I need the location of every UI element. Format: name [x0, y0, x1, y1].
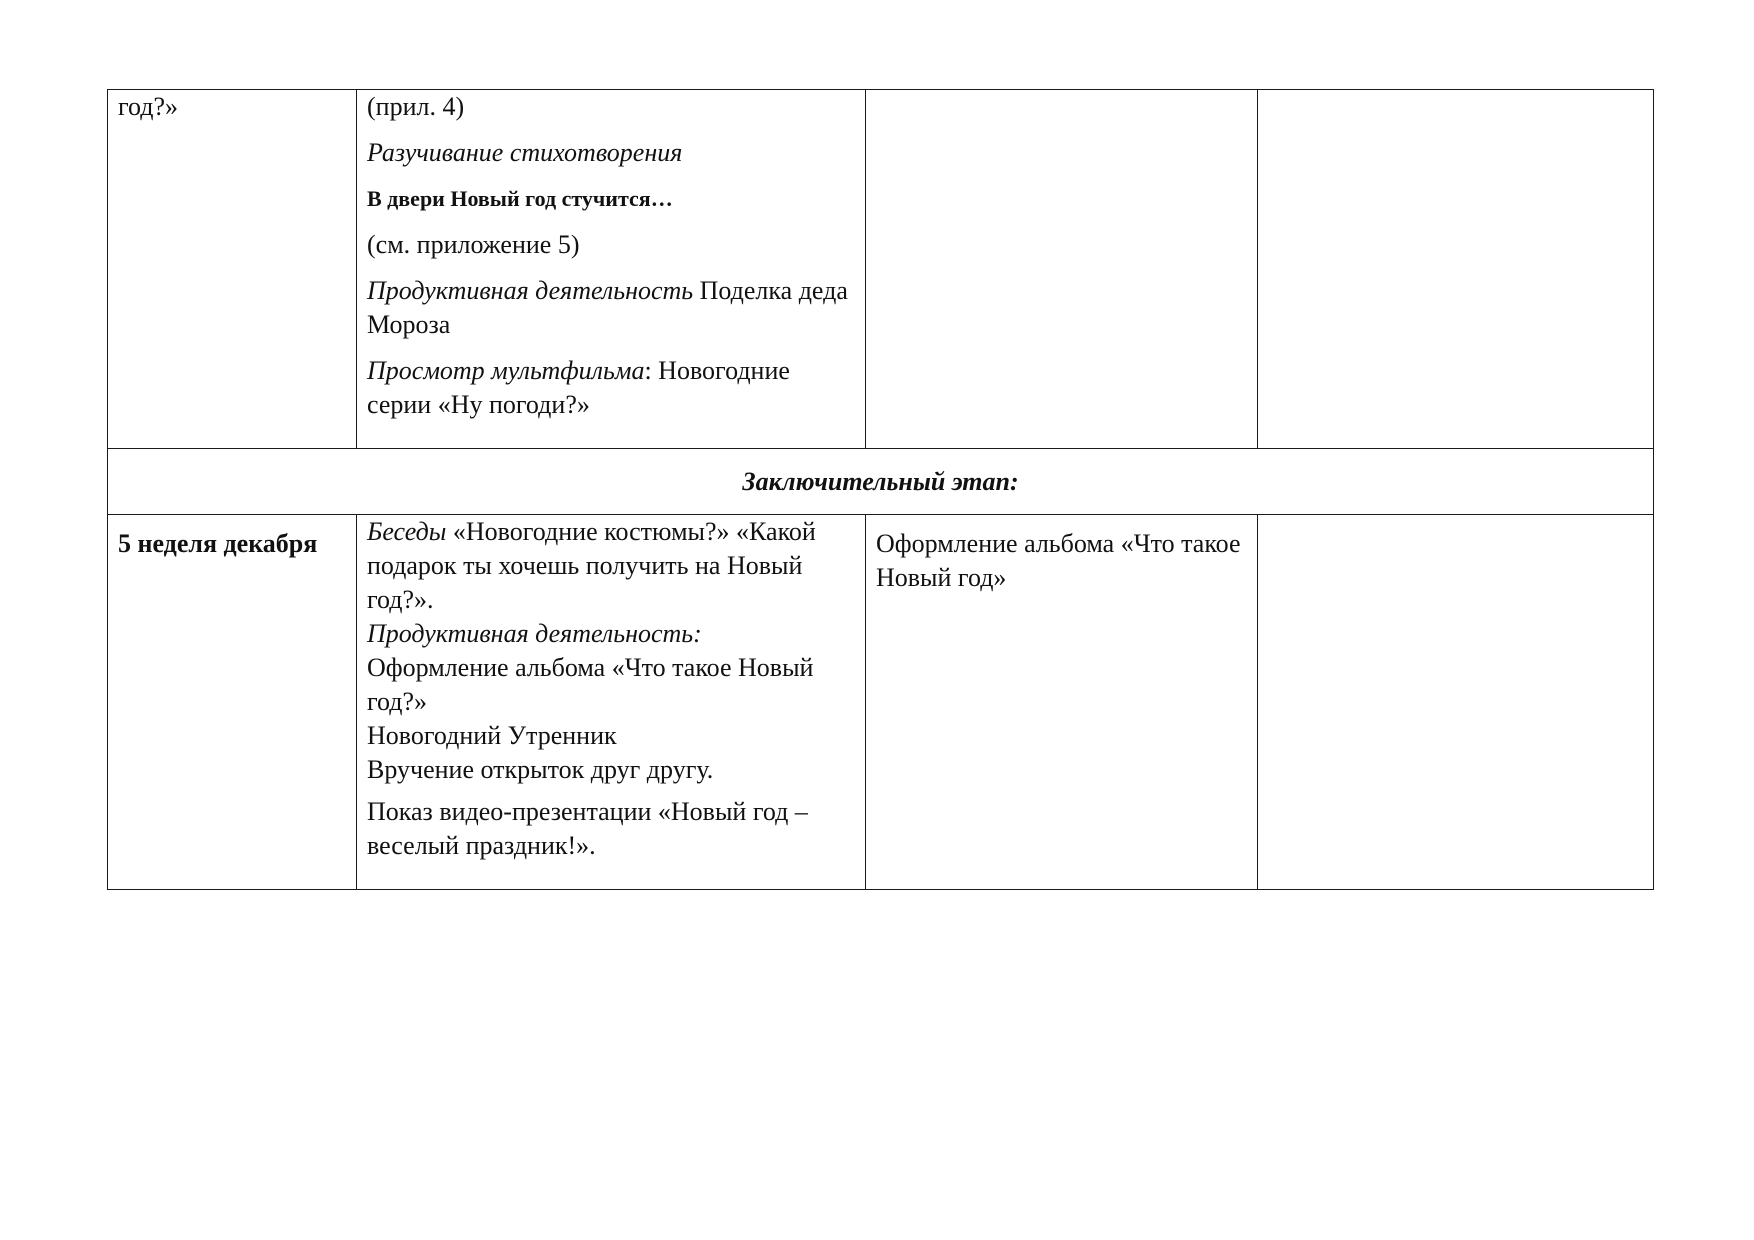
cartoon-viewing-label: Просмотр мультфильма	[367, 356, 645, 385]
poem-learning-label: Разучивание стихотворения	[367, 138, 683, 167]
video-presentation: Показ видео-презентации «Новый год – веселый праздник!».	[367, 797, 808, 860]
stage-row	[108, 449, 1654, 515]
productive-activity-label: Продуктивная деятельность	[367, 276, 694, 305]
period-text: 5 неделя декабря	[118, 529, 318, 558]
album-design: Оформление альбома «Что такое Новый год?»	[367, 653, 814, 716]
cell-results	[866, 90, 1258, 449]
period-text: год?»	[118, 92, 179, 121]
table-row	[108, 90, 1654, 449]
productive-activity-text: Поделка деда Мороза	[367, 276, 848, 339]
appendix-5-ref: (см. приложение 5)	[367, 230, 580, 259]
album-result: Оформление альбома «Что такое Новый год»	[876, 529, 1241, 592]
plan-table	[107, 89, 1654, 890]
talks-label: Беседы	[367, 517, 447, 546]
cartoon-viewing-text: : Новогодние серии «Ну погоди?»	[367, 356, 790, 419]
productive-activity	[367, 274, 855, 342]
productive-activity-label: Продуктивная деятельность:	[367, 619, 702, 648]
talks-text: «Новогодние костюмы?» «Какой подарок ты хочешь получить на Новый год?».	[367, 517, 816, 614]
cards-exchange: Вручение открыток друг другу.	[367, 755, 714, 784]
cell-activities	[357, 515, 866, 890]
cell-results	[866, 515, 1258, 890]
cell-notes	[1258, 90, 1654, 449]
cell-activities	[357, 90, 866, 449]
table-row	[108, 515, 1654, 890]
matinee: Новогодний Утренник	[367, 721, 617, 750]
cartoon-viewing	[367, 354, 855, 422]
stage-title: Заключительный этап:	[108, 449, 1654, 515]
cell-notes	[1258, 515, 1654, 890]
cell-period	[108, 515, 357, 890]
talks	[367, 515, 855, 617]
appendix-4-ref: (прил. 4)	[367, 92, 465, 121]
cell-period	[108, 90, 357, 449]
poem-title: В двери Новый год стучится…	[367, 186, 673, 211]
